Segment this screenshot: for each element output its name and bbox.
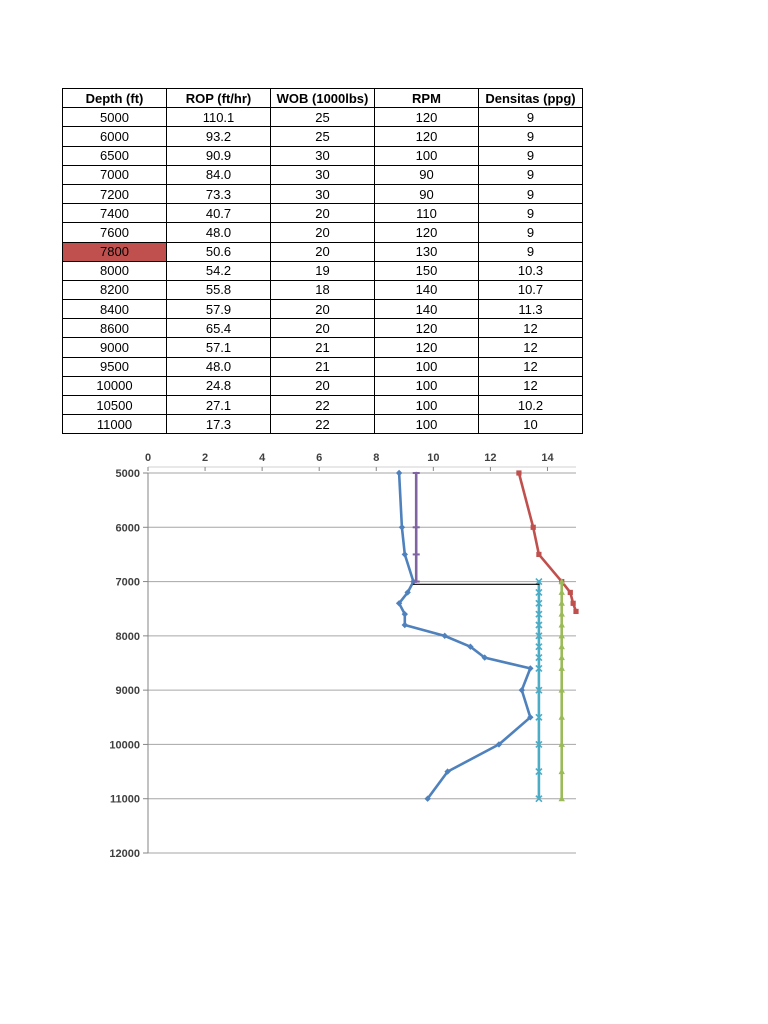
table-cell: 5000 (63, 108, 167, 127)
table-cell: 21 (271, 338, 375, 357)
table-cell: 9 (479, 242, 583, 261)
table-cell: 22 (271, 396, 375, 415)
table-cell: 100 (375, 146, 479, 165)
column-header: ROP (ft/hr) (167, 89, 271, 108)
table-cell: 9 (479, 146, 583, 165)
data-point (396, 470, 402, 476)
data-point (531, 525, 536, 530)
table-cell: 150 (375, 261, 479, 280)
table-cell: 120 (375, 319, 479, 338)
y-tick-label: 8000 (115, 630, 140, 643)
table-cell: 27.1 (167, 396, 271, 415)
table-cell: 65.4 (167, 319, 271, 338)
table-cell: 73.3 (167, 184, 271, 203)
table-cell: 7400 (63, 204, 167, 223)
table-cell: 20 (271, 300, 375, 319)
table-cell: 100 (375, 376, 479, 395)
table-cell: 8400 (63, 300, 167, 319)
table-cell: 9 (479, 204, 583, 223)
table-cell: 110 (375, 204, 479, 223)
table-cell: 140 (375, 280, 479, 299)
table-cell: 48.0 (167, 223, 271, 242)
table-cell: 19 (271, 261, 375, 280)
table-cell: 25 (271, 127, 375, 146)
table-cell: 10.2 (479, 396, 583, 415)
table-cell: 7000 (63, 165, 167, 184)
x-tick-label: 0 (144, 452, 152, 464)
table-cell: 100 (375, 357, 479, 376)
table-cell: 9 (479, 108, 583, 127)
table-cell: 50.6 (167, 242, 271, 261)
table-cell: 57.9 (167, 300, 271, 319)
table-cell: 20 (271, 376, 375, 395)
x-tick-label: 2 (202, 452, 209, 464)
y-tick-label: 5000 (115, 468, 140, 480)
table-cell: 120 (375, 223, 479, 242)
table-cell: 100 (375, 396, 479, 415)
table-cell: 10 (479, 415, 583, 434)
table-cell: 6000 (63, 127, 167, 146)
table-cell: 57.1 (167, 338, 271, 357)
table-cell: 90.9 (167, 146, 271, 165)
series-2 (516, 470, 578, 614)
y-tick-label: 11000 (110, 793, 140, 806)
x-tick-label: 4 (259, 452, 266, 464)
y-tick-label: 12000 (109, 848, 140, 860)
data-point (536, 552, 541, 557)
table-cell: 8000 (63, 261, 167, 280)
table-cell: 17.3 (167, 415, 271, 434)
table-cell: 20 (271, 223, 375, 242)
table-cell: 30 (271, 146, 375, 165)
table-cell: 110.1 (167, 108, 271, 127)
table-cell: 9000 (63, 338, 167, 357)
table-cell: 10.7 (479, 280, 583, 299)
table-cell: 93.2 (167, 127, 271, 146)
table-cell: 12 (479, 357, 583, 376)
column-header: Depth (ft) (63, 89, 167, 108)
table-cell: 54.2 (167, 261, 271, 280)
table-cell: 25 (271, 108, 375, 127)
table-cell: 21 (271, 357, 375, 376)
table-cell: 40.7 (167, 204, 271, 223)
table-cell: 100 (375, 415, 479, 434)
x-tick-label: 8 (373, 452, 380, 464)
table-cell: 24.8 (167, 376, 271, 395)
table-cell: 11.3 (479, 300, 583, 319)
data-point (399, 524, 405, 530)
column-header: RPM (375, 89, 479, 108)
data-point (559, 768, 565, 774)
data-point (559, 600, 565, 606)
table-cell: 55.8 (167, 280, 271, 299)
y-tick-label: 9000 (115, 685, 140, 698)
data-point (516, 470, 521, 475)
table-cell: 90 (375, 184, 479, 203)
column-header: WOB (1000lbs) (271, 89, 375, 108)
data-point (559, 611, 565, 617)
series-4 (559, 578, 565, 801)
y-tick-label: 10000 (109, 739, 140, 752)
data-point (559, 589, 565, 595)
table-cell: 20 (271, 242, 375, 261)
x-tick-label: 12 (484, 452, 497, 464)
table-cell: 9500 (63, 357, 167, 376)
table-cell: 7600 (63, 223, 167, 242)
table-cell: 84.0 (167, 165, 271, 184)
table-cell: 9 (479, 127, 583, 146)
table-cell: 10.3 (479, 261, 583, 280)
x-tick-label: 10 (427, 452, 440, 464)
series-1 (413, 473, 420, 582)
data-point (559, 622, 565, 628)
table-cell: 12 (479, 376, 583, 395)
table-cell: 20 (271, 204, 375, 223)
table-cell: 11000 (63, 415, 167, 434)
table-cell: 8600 (63, 319, 167, 338)
column-header: Densitas (ppg) (479, 89, 583, 108)
table-cell: 6500 (63, 146, 167, 165)
table-cell: 120 (375, 338, 479, 357)
data-point (402, 551, 408, 557)
table-cell: 9 (479, 223, 583, 242)
y-tick-label: 7000 (115, 576, 140, 589)
table-cell: 90 (375, 165, 479, 184)
table-cell: 7200 (63, 184, 167, 203)
table-cell: 10500 (63, 396, 167, 415)
data-point (568, 590, 573, 595)
table-cell: 120 (375, 108, 479, 127)
table-cell: 120 (375, 127, 479, 146)
table-cell: 48.0 (167, 357, 271, 376)
table-cell: 140 (375, 300, 479, 319)
table-cell: 12 (479, 338, 583, 357)
table-cell: 20 (271, 319, 375, 338)
table-cell: 130 (375, 242, 479, 261)
table-cell: 18 (271, 280, 375, 299)
table-cell: 7800 (63, 242, 167, 261)
data-point (559, 714, 565, 720)
table-cell: 30 (271, 184, 375, 203)
table-cell: 10000 (63, 376, 167, 395)
table-cell: 30 (271, 165, 375, 184)
data-point (559, 665, 565, 671)
data-point (571, 601, 576, 606)
series-line (519, 473, 576, 611)
table-cell: 9 (479, 184, 583, 203)
data-point (573, 609, 578, 614)
data-point (559, 654, 565, 660)
y-tick-label: 6000 (115, 522, 140, 535)
table-cell: 9 (479, 165, 583, 184)
table-cell: 22 (271, 415, 375, 434)
x-tick-label: 14 (541, 452, 554, 464)
x-tick-label: 6 (316, 452, 323, 464)
table-cell: 12 (479, 319, 583, 338)
data-point (402, 622, 408, 628)
data-point (559, 643, 565, 649)
table-cell: 8200 (63, 280, 167, 299)
